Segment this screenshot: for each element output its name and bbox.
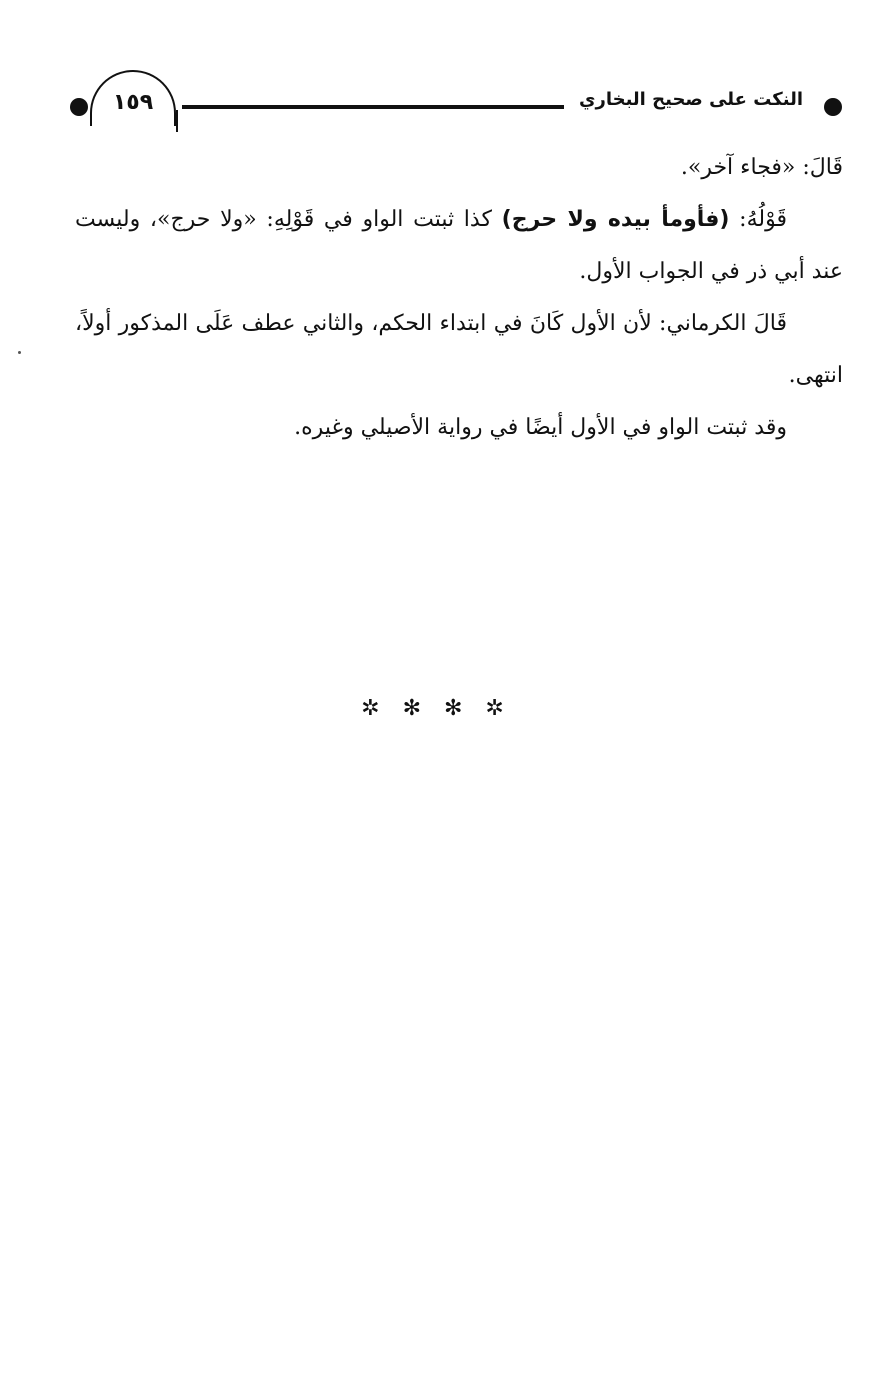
header-rule <box>182 105 564 109</box>
header-ornament-dot-left <box>70 98 88 116</box>
running-title: النكت على صحيح البخاري <box>578 89 803 110</box>
paragraph-1 <box>75 142 843 194</box>
page-number-frame <box>90 70 176 126</box>
paragraph-2-quoted-hadith: (فأومأ بيده ولا حرج) <box>501 207 730 232</box>
page-number: ١٥٩ <box>112 89 154 115</box>
paragraph-2-lead: قَوْلُهُ: <box>729 207 787 232</box>
page-number-frame-tick <box>176 110 178 132</box>
paragraph-1-text: قَالَ: «فجاء آخر». <box>680 155 843 180</box>
page-header <box>0 0 873 140</box>
paragraph-2 <box>75 194 843 298</box>
scan-speck <box>18 351 21 354</box>
paragraph-3-text: قَالَ الكرماني: لأن الأول كَانَ في ابتداء الحكم، والثاني عطف عَلَى المذكور أولاً، انتهى. <box>75 311 843 388</box>
section-end-ornament: ✲ ✻ ✻ ✲ <box>361 696 512 721</box>
paragraph-2-text: كذا ثبتت الواو في قَوْلِهِ: «ولا حرج»، وليست عند أبي ذر في الجواب الأول. <box>75 207 843 284</box>
paragraph-4-text: وقد ثبتت الواو في الأول أيضًا في رواية الأصيلي وغيره. <box>294 415 787 440</box>
header-ornament-dot-right <box>824 98 842 116</box>
paragraph-4 <box>75 402 843 454</box>
paragraph-3 <box>75 298 843 402</box>
page-body <box>75 142 843 454</box>
